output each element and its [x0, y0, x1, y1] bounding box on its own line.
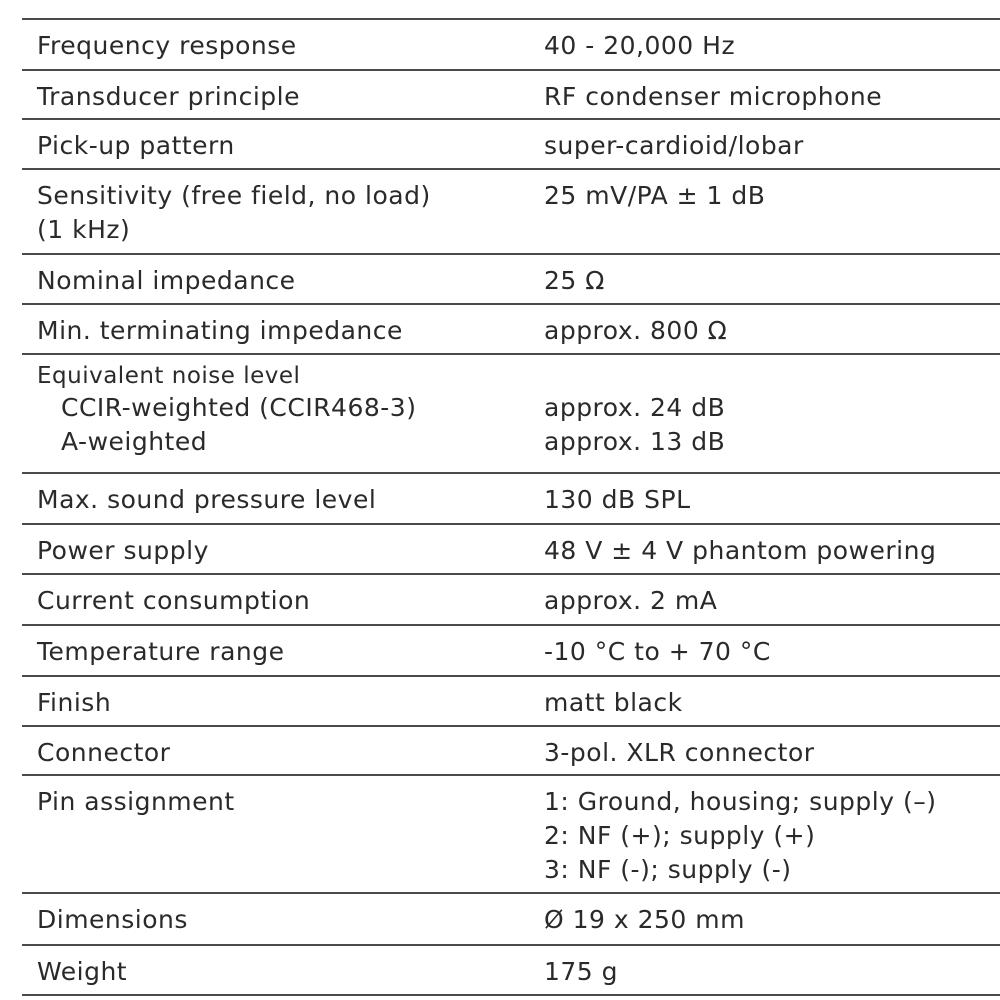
spec-label: Dimensions [37, 905, 188, 934]
spec-value-line: 2: NF (+); supply (+) [544, 821, 816, 850]
spec-row-power-supply [22, 525, 1000, 575]
spec-label: Weight [37, 957, 128, 986]
spec-row-frequency-response [22, 20, 1000, 71]
spec-value: -10 °C to + 70 °C [544, 637, 771, 666]
spec-row-pick-up-pattern [22, 120, 1000, 170]
spec-value-line: approx. 24 dB [544, 393, 726, 422]
spec-value [544, 361, 1000, 472]
spec-label: Power supply [37, 536, 209, 565]
spec-label-line: A-weighted [61, 427, 208, 456]
spec-value: 25 Ω [544, 266, 605, 295]
spec-label-line: Equivalent noise level [37, 363, 301, 389]
spec-row-dimensions [22, 894, 1000, 946]
spec-label [22, 361, 544, 472]
spec-label: Pick-up pattern [37, 131, 235, 160]
spec-value-line: 1: Ground, housing; supply (–) [544, 787, 937, 816]
spec-row-sensitivity [22, 170, 1000, 255]
spec-table [22, 18, 1000, 996]
spec-row-pin-assignment [22, 776, 1000, 894]
spec-value: 25 mV/PA ± 1 dB [544, 181, 766, 210]
spec-row-connector [22, 727, 1000, 776]
spec-value [544, 785, 1000, 892]
spec-label: Finish [37, 688, 112, 717]
spec-row-temperature-range [22, 626, 1000, 677]
spec-label-line: CCIR-weighted (CCIR468-3) [61, 393, 417, 422]
spec-label: Nominal impedance [37, 266, 296, 295]
spec-value-line: 3: NF (-); supply (-) [544, 855, 792, 884]
spec-label: Frequency response [37, 31, 297, 60]
spec-value-line: approx. 13 dB [544, 427, 726, 456]
spec-row-min-terminating-impedance [22, 305, 1000, 355]
spec-value: 175 g [544, 957, 619, 986]
spec-value: super-cardioid/lobar [544, 131, 804, 160]
spec-row-current-consumption [22, 575, 1000, 626]
spec-value: 40 - 20,000 Hz [544, 31, 736, 60]
spec-label-line: Sensitivity (free field, no load) [37, 181, 431, 210]
spec-row-weight [22, 946, 1000, 996]
spec-value: matt black [544, 688, 683, 717]
spec-label [22, 179, 544, 253]
spec-row-finish [22, 677, 1000, 727]
spec-value: approx. 2 mA [544, 586, 718, 615]
spec-value: Ø 19 x 250 mm [544, 905, 745, 934]
spec-value: 3-pol. XLR connector [544, 738, 815, 767]
spec-value: 48 V ± 4 V phantom powering [544, 536, 937, 565]
spec-row-equivalent-noise-level [22, 355, 1000, 474]
spec-row-nominal-impedance [22, 255, 1000, 305]
spec-row-transducer-principle [22, 71, 1000, 120]
spec-label: Max. sound pressure level [37, 485, 377, 514]
spec-label-line: (1 kHz) [37, 215, 131, 244]
spec-value: RF condenser microphone [544, 82, 883, 111]
spec-label: Pin assignment [37, 787, 235, 816]
spec-label: Transducer principle [37, 82, 300, 111]
spec-label: Current consumption [37, 586, 311, 615]
spec-label: Min. terminating impedance [37, 316, 403, 345]
spec-row-max-sound-pressure-level [22, 474, 1000, 525]
spec-value: approx. 800 Ω [544, 316, 728, 345]
spec-value: 130 dB SPL [544, 485, 691, 514]
spec-label: Temperature range [37, 637, 285, 666]
spec-label: Connector [37, 738, 171, 767]
